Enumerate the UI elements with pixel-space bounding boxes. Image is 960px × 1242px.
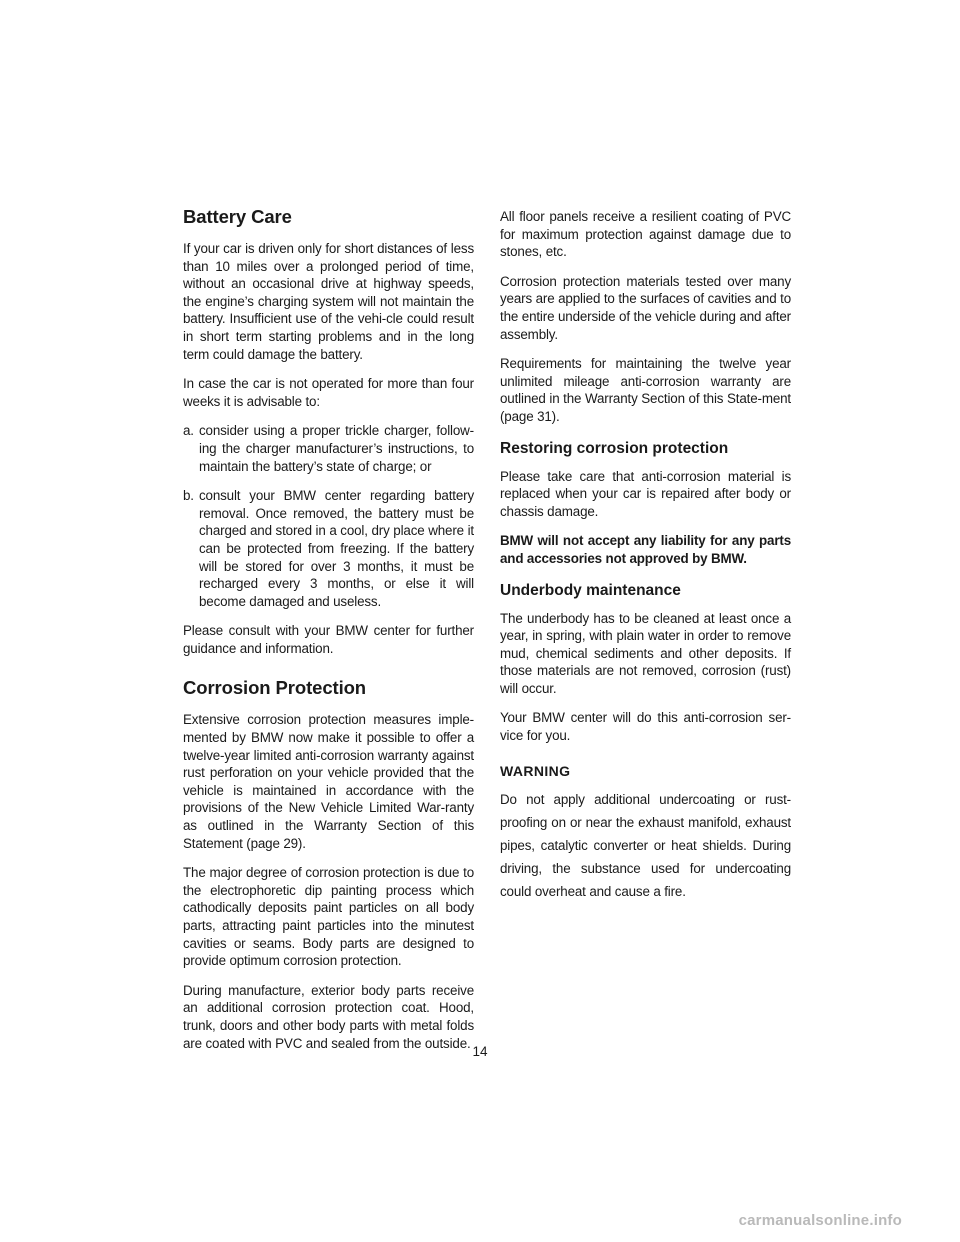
list-marker: b. xyxy=(183,488,194,504)
warning-heading: WARNING xyxy=(500,762,571,779)
list-item-text: consider using a proper trickle charger, follow-ing the charger manufacturer’s instructions, to maintain the battery’s state of charge; or xyxy=(199,423,474,474)
underbody-maintenance-heading: Underbody maintenance xyxy=(500,581,681,599)
left-column xyxy=(183,200,474,1064)
list-marker: a. xyxy=(183,423,194,439)
restoring-corrosion-heading: Restoring corrosion protection xyxy=(500,439,729,457)
list-item xyxy=(183,487,474,610)
battery-care-heading: Battery Care xyxy=(183,206,292,227)
underbody-paragraph-2: Your BMW center will do this anti-corrosion ser-vice for you. xyxy=(500,710,791,744)
corrosion-paragraph-3: During manufacture, exterior body parts receive an additional corrosion protection coat. Hood, trunk, doors and other body parts with metal folds are coated with PVC and sealed from the outside. xyxy=(183,982,474,1051)
battery-paragraph-3: Please consult with your BMW center for further guidance and information. xyxy=(183,623,474,656)
liability-notice: BMW will not accept any liability for any parts and accessories not approved by BMW. xyxy=(500,533,791,566)
warranty-requirements-paragraph: Requirements for maintaining the twelve year unlimited mileage anti-corrosion warranty are outlined in the Warranty Section of this State-ment (page 31). xyxy=(500,356,791,424)
protection-materials-paragraph: Corrosion protection materials tested over many years are applied to the surfaces of cavities and to the entire underside of the vehicle during and after assembly. xyxy=(500,273,791,342)
battery-paragraph-2: In case the car is not operated for more than four weeks it is advisable to: xyxy=(183,376,474,409)
battery-advice-list xyxy=(183,422,474,610)
list-item xyxy=(183,422,474,475)
watermark: carmanualsonline.info xyxy=(738,1212,902,1229)
list-item-text: consult your BMW center regarding battery removal. Once removed, the battery must be charged and stored in a cool, dry place where it can be protected from freezing. If the battery will be stored for over 3 months, it must be recharged every 3 months, or else it will become damaged and useless. xyxy=(199,488,474,609)
warning-text: Do not apply additional undercoating or rust-proofing on or near the exhaust manifold, exhaust pipes, catalytic converter or heat shields. During driving, the substance used for undercoating could overheat and cause a fire. xyxy=(500,791,791,899)
battery-paragraph-1: If your car is driven only for short distances of less than 10 miles over a prolonged period of time, without an occasional drive at highway speeds, the engine’s charging system will not maintain the battery. Insufficient use of the vehi-cle could result in short term starting problems and in the long term could damage the battery. xyxy=(183,241,474,362)
page-number: 14 xyxy=(472,1044,488,1059)
corrosion-protection-heading: Corrosion Protection xyxy=(183,677,367,699)
right-column xyxy=(500,208,791,915)
floor-panels-paragraph: All floor panels receive a resilient coating of PVC for maximum protection against damage due to stones, etc. xyxy=(500,209,791,260)
corrosion-paragraph-1: Extensive corrosion protection measures imple-mented by BMW now make it possible to offer a twelve-year limited anti-corrosion warranty against rust perforation on your vehicle provided that the vehicle is maintained in accordance with the provisions of the New Vehicle Limited War-ranty as outlined in the Warranty Section of this Statement (page 29). xyxy=(183,712,474,851)
underbody-paragraph-1: The underbody has to be cleaned at least once a year, in spring, with plain water in order to remove mud, chemical sediments and other deposits. If those materials are not removed, corrosion (rust) will occur. xyxy=(500,610,791,696)
corrosion-paragraph-2: The major degree of corrosion protection is due to the electrophoretic dip painting process which cathodically deposits paint particles on all body parts, attracting paint particles into the minutest cavities or seams. Body parts are designed to provide optimum corrosion protection. xyxy=(183,865,474,969)
restoring-paragraph-1: Please take care that anti-corrosion material is replaced when your car is repaired after body or chassis damage. xyxy=(500,468,791,519)
